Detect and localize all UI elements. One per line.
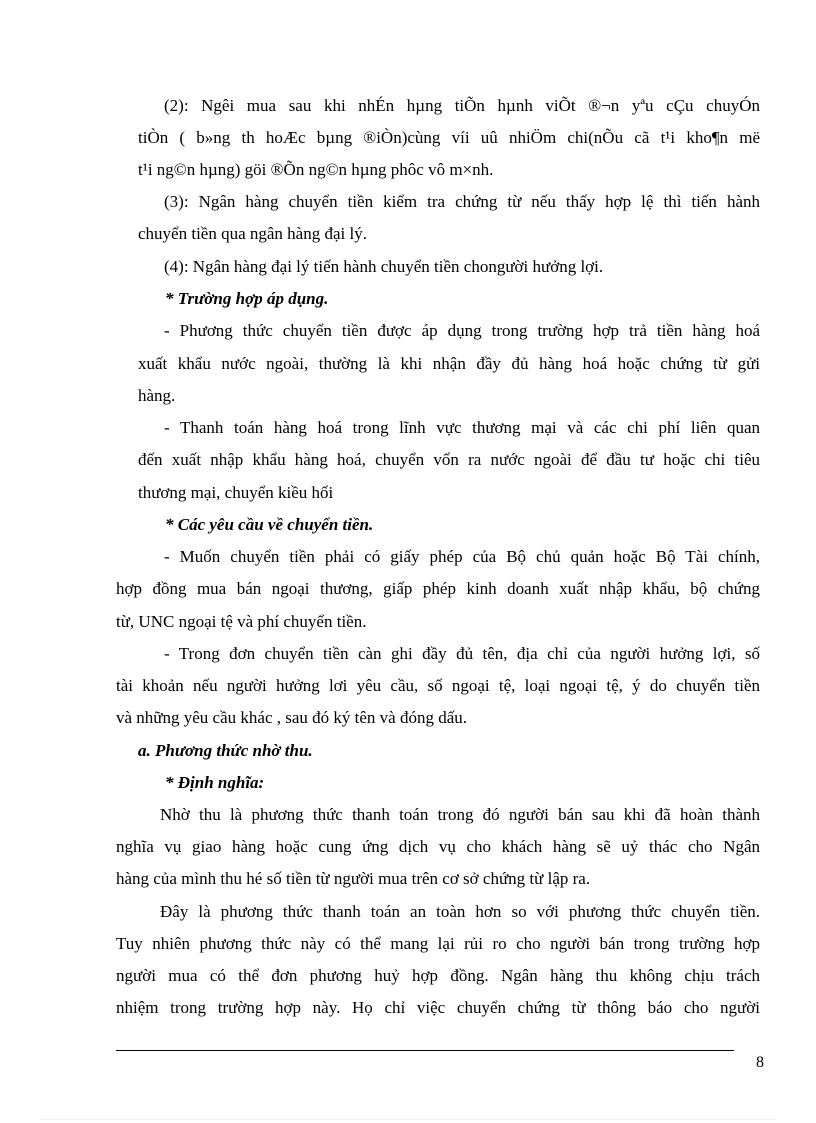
section-heading: * Định nghĩa: bbox=[165, 773, 265, 792]
text-line: hàng. bbox=[138, 386, 176, 405]
text-line: t¹i ng©n hµng) göi ®Õn ng©n hµng phôc vô m×nh. bbox=[138, 160, 494, 179]
text-line: - Thanh toán hàng hoá trong lĩnh vực thương mại và các chi phí liên quan bbox=[164, 418, 760, 437]
text-line: chuyển tiền qua ngân hàng đại lý. bbox=[138, 224, 367, 243]
footer-rule bbox=[116, 1050, 734, 1051]
text-line: Đây là phương thức thanh toán an toàn hơn so với phương thức chuyển tiền. bbox=[160, 902, 760, 921]
section-heading: a. Phương thức nhờ thu. bbox=[138, 741, 313, 760]
text-line: - Trong đơn chuyển tiền càn ghi đầy đủ tên, địa chỉ của người hưởng lợi, số bbox=[164, 644, 760, 663]
page-bottom-border bbox=[40, 1119, 776, 1120]
text-line: Tuy nhiên phương thức này có thể mang lại rủi ro cho người bán trong trường hợp bbox=[116, 934, 760, 953]
text-line: xuất khẩu nước ngoài, thường là khi nhận đầy đủ hàng hoá hoặc chứng từ gửi bbox=[138, 354, 760, 373]
text-line: (3): Ngân hàng chuyển tiền kiểm tra chứng từ nếu thấy hợp lệ thì tiến hành bbox=[164, 192, 760, 211]
text-line: từ, UNC ngoại tệ và phí chuyển tiền. bbox=[116, 612, 367, 631]
text-line: đến xuất nhập khẩu hàng hoá, chuyển vốn ra nước ngoài để đầu tư hoặc chi tiêu bbox=[138, 450, 760, 469]
text-line: nhiệm trong trường hợp này. Họ chỉ việc chuyển chứng từ thông báo cho người bbox=[116, 998, 760, 1017]
text-line: - Phương thức chuyển tiền được áp dụng trong trường hợp trả tiền hàng hoá bbox=[164, 321, 760, 340]
text-line: tài khoản nếu người hưởng lơi yêu cầu, số ngoại tệ, loại ngoại tệ, ý do chuyển tiền bbox=[116, 676, 760, 695]
text-line: nghĩa vụ giao hàng hoặc cung ứng dịch vụ cho khách hàng sẽ uỷ thác cho Ngân bbox=[116, 837, 760, 856]
text-line: hàng của mình thu hé số tiền từ người mua trên cơ sở chứng từ lập ra. bbox=[116, 869, 591, 888]
text-line: thương mại, chuyển kiều hối bbox=[138, 483, 334, 502]
text-line: người mua có thể đơn phương huỷ hợp đồng. Ngân hàng thu không chịu trách bbox=[116, 966, 760, 985]
text-line: và những yêu cầu khác , sau đó ký tên và đóng dấu. bbox=[116, 708, 468, 727]
text-line: hợp đồng mua bán ngoại thương, giấp phép kinh doanh xuất nhập khẩu, bộ chứng bbox=[116, 579, 760, 598]
section-heading: * Các yêu cầu về chuyển tiền. bbox=[165, 515, 374, 534]
text-line: Nhờ thu là phương thức thanh toán trong đó người bán sau khi đã hoàn thành bbox=[160, 805, 760, 824]
page-number: 8 bbox=[756, 1054, 764, 1071]
text-line: (4): Ngân hàng đại lý tiến hành chuyển tiền chongười hưởng lợi. bbox=[164, 257, 604, 276]
section-heading: * Trường hợp áp dụng. bbox=[165, 289, 329, 308]
text-line: - Muốn chuyển tiền phải có giấy phép của Bộ chủ quản hoặc Bộ Tài chính, bbox=[164, 547, 760, 566]
text-line: tiÒn ( b»ng th hoÆc bµng ®iÒn)cùng víi uû nhiÖm chi(nÕu cã t¹i kho¶n më bbox=[138, 128, 760, 147]
text-line: (2): Ngêi mua sau khi nhÉn hµng tiÕn hµnh viÕt ®¬n yªu cÇu chuyÓn bbox=[164, 96, 760, 115]
